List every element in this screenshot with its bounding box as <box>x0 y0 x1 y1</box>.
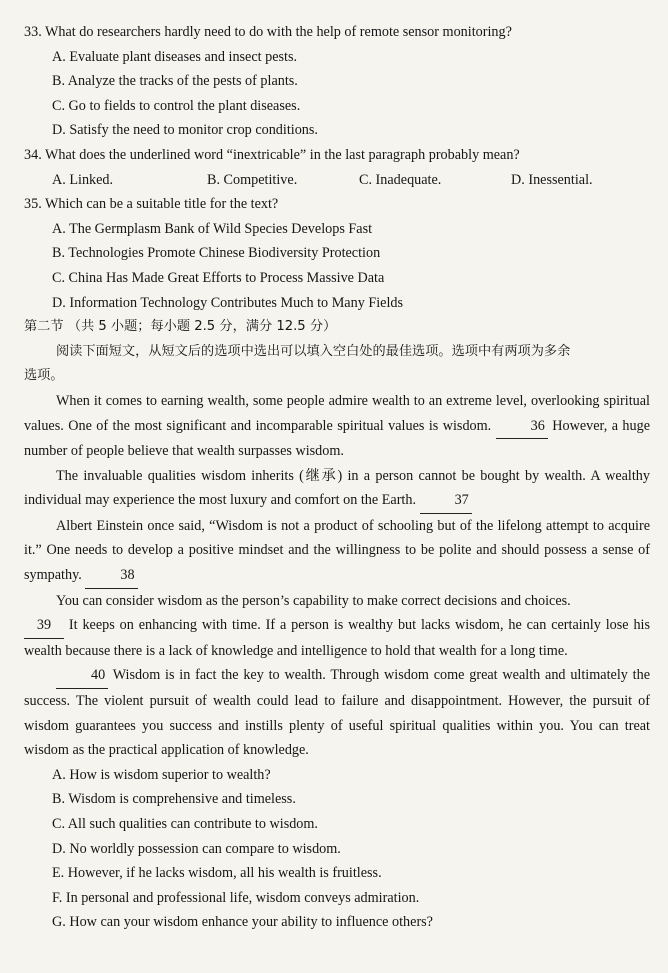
choice-f: F. In personal and professional life, wisdom conveys admiration. <box>52 889 420 906</box>
question-35-stem: 35. Which can be a suitable title for the text? <box>24 196 279 213</box>
paragraph-4-text-a: You can consider wisdom as the person’s capability to make correct decisions and choices. <box>56 592 571 609</box>
question-35-option-c: C. China Has Made Great Efforts to Process Massive Data <box>52 269 385 286</box>
paragraph-4-text-b: It keeps on enhancing with time. If a person is wealthy but lacks wisdom, he can certainly lose his wealth because there is a lack of knowledge and intelligence to hold that wealth for a long time. <box>24 617 651 659</box>
choice-g: G. How can your wisdom enhance your ability to influence others? <box>52 914 433 931</box>
blank-39: 39 <box>24 613 64 639</box>
question-34-option-c: C. Inadequate. <box>359 171 442 188</box>
question-35-option-a: A. The Germplasm Bank of Wild Species Develops Fast <box>52 220 373 237</box>
question-33-stem: 33. What do researchers hardly need to do with the help of remote sensor monitoring? <box>24 24 512 40</box>
question-34-options <box>52 168 650 193</box>
passage-paragraph-5 <box>24 663 650 762</box>
question-35-option-b: B. Technologies Promote Chinese Biodiversity Protection <box>52 245 381 262</box>
paragraph-2-text: The invaluable qualities wisdom inherits (继承) in a person cannot be bought by wealth. A wealthy individual may experience the most luxury and comfort on the Earth. <box>24 467 650 509</box>
choice-a: A. How is wisdom superior to wealth? <box>52 766 271 783</box>
passage-paragraph-4-cont <box>24 613 650 663</box>
question-33-option-c: C. Go to fields to control the plant diseases. <box>52 97 301 114</box>
choice-d: D. No worldly possession can compare to wisdom. <box>52 840 341 857</box>
choice-e: E. However, if he lacks wisdom, all his wealth is fruitless. <box>52 865 382 882</box>
question-34-option-a: A. Linked. <box>52 171 114 188</box>
section-2-heading: 第二节 （共 5 小题；每小题 2.5 分，满分 12.5 分） <box>24 319 337 335</box>
paragraph-1-text-a: When it comes to earning wealth, some people admire wealth to an extreme level, overlooking spiritual values. One of the most significant and incomparable spiritual values is wisdom. <box>24 392 650 434</box>
passage-paragraph-4 <box>24 589 650 614</box>
question-33-option-b: B. Analyze the tracks of the pests of plants. <box>52 73 298 90</box>
paragraph-3-text: Albert Einstein once said, “Wisdom is not a product of schooling but of the lifelong attempt to acquire it.” One needs to develop a positive mindset and the willingness to be polite and should possess a sense of sympathy. <box>24 517 650 584</box>
question-33-option-d: D. Satisfy the need to monitor crop conditions. <box>52 122 318 139</box>
paragraph-5-text: Wisdom is in fact the key to wealth. Through wisdom come great wealth and ultimately the success. The violent pursuit of wealth could lead to failure and disappointment. However, the pursuit of wisdom guarantees you success and instills plenty of useful spiritual qualities within you. You can treat wisdom as the practical application of knowledge. <box>24 667 650 759</box>
section-2-instruction-cont: 选项。 <box>24 368 64 384</box>
question-35-option-d: D. Information Technology Contributes Much to Many Fields <box>52 294 404 311</box>
passage-paragraph-2 <box>24 464 650 514</box>
passage-paragraph-1 <box>24 389 650 464</box>
blank-36: 36 <box>496 414 548 440</box>
section-2-instruction: 阅读下面短文，从短文后的选项中选出可以填入空白处的最佳选项。选项中有两项为多余 <box>56 343 571 359</box>
question-33-option-a: A. Evaluate plant diseases and insect pests. <box>52 48 298 65</box>
blank-38: 38 <box>85 563 137 589</box>
passage-paragraph-3 <box>24 514 650 589</box>
paragraph-1-text-b: However, a huge number of people believe that wealth surpasses wisdom. <box>24 417 651 460</box>
question-34-stem: 34. What does the underlined word “inextricable” in the last paragraph probably mean? <box>24 146 520 163</box>
blank-40: 40 <box>56 663 108 689</box>
blank-37: 37 <box>420 488 472 514</box>
choice-b: B. Wisdom is comprehensive and timeless. <box>52 791 296 808</box>
question-34-option-b: B. Competitive. <box>207 171 298 188</box>
choice-c: C. All such qualities can contribute to wisdom. <box>52 816 318 832</box>
question-34-option-d: D. Inessential. <box>511 171 593 188</box>
